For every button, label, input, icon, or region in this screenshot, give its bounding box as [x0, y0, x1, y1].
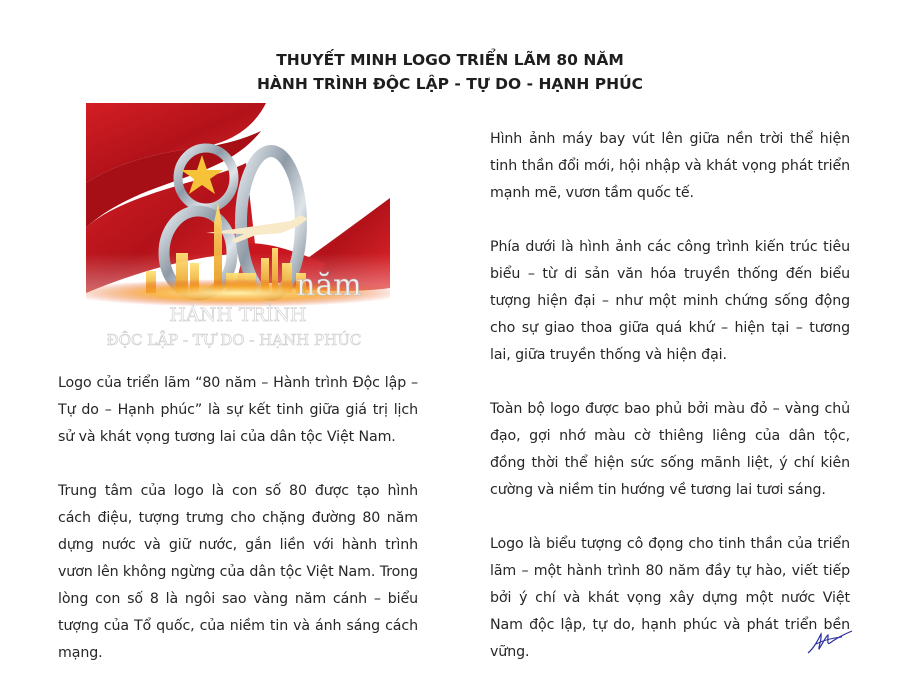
logo-year-word: năm [296, 268, 362, 303]
document-title [0, 48, 900, 96]
logo-line-1: HÀNH TRÌNH [169, 304, 307, 326]
left-text-column [58, 370, 418, 694]
exhibition-logo-image [86, 103, 390, 356]
paragraph-number-80: Trung tâm của logo là con số 80 được tạo hình cách điệu, tượng trưng cho chặng đường 80 năm dựng nước và giữ nước, gắn liền với hành trình vươn lên không ngừng của dân tộc Việt Nam. Trong lòng con số 8 là ngôi sao vàng năm cánh – biểu tượng của Tổ quốc, của niềm tin và ánh sáng cách mạng. [58, 483, 418, 661]
right-text-column [490, 126, 850, 693]
paragraph-conclusion: Logo là biểu tượng cô đọng cho tinh thần của triển lãm – một hành trình 80 năm đầy tự hào, viết tiếp bởi ý chí và khát vọng xây dựng một nước Việt Nam độc lập, tự do, hạnh phúc và phát triển bền vững. [490, 536, 850, 660]
signature-icon [806, 626, 854, 656]
paragraph-colors: Toàn bộ logo được bao phủ bởi màu đỏ – vàng chủ đạo, gợi nhớ màu cờ thiêng liêng của dân tộc, đồng thời thể hiện sức sống mãnh liệt, ý chí kiên cường và niềm tin hướng về tương lai tươi sáng. [490, 401, 850, 498]
paragraph-intro: Logo của triển lãm “80 năm – Hành trình Độc lập – Tự do – Hạnh phúc” là sự kết tinh giữa giá trị lịch sử và khát vọng tương lai của dân tộc Việt Nam. [58, 375, 418, 445]
paragraph-architecture: Phía dưới là hình ảnh các công trình kiến trúc tiêu biểu – từ di sản văn hóa truyền thống đến biểu tượng hiện đại – như một minh chứng sống động cho sự giao thoa giữa quá khứ – hiện tại – tương lai, giữa truyền thống và hiện đại. [490, 239, 850, 363]
title-line-2: HÀNH TRÌNH ĐỘC LẬP - TỰ DO - HẠNH PHÚC [256, 75, 644, 93]
logo-line-2: ĐỘC LẬP - TỰ DO - HẠNH PHÚC [106, 331, 362, 349]
title-line-1: THUYẾT MINH LOGO TRIỂN LÃM 80 NĂM [276, 51, 624, 69]
paragraph-airplane: Hình ảnh máy bay vút lên giữa nền trời thể hiện tinh thần đổi mới, hội nhập và khát vọng phát triển mạnh mẽ, vươn tầm quốc tế. [490, 131, 850, 201]
